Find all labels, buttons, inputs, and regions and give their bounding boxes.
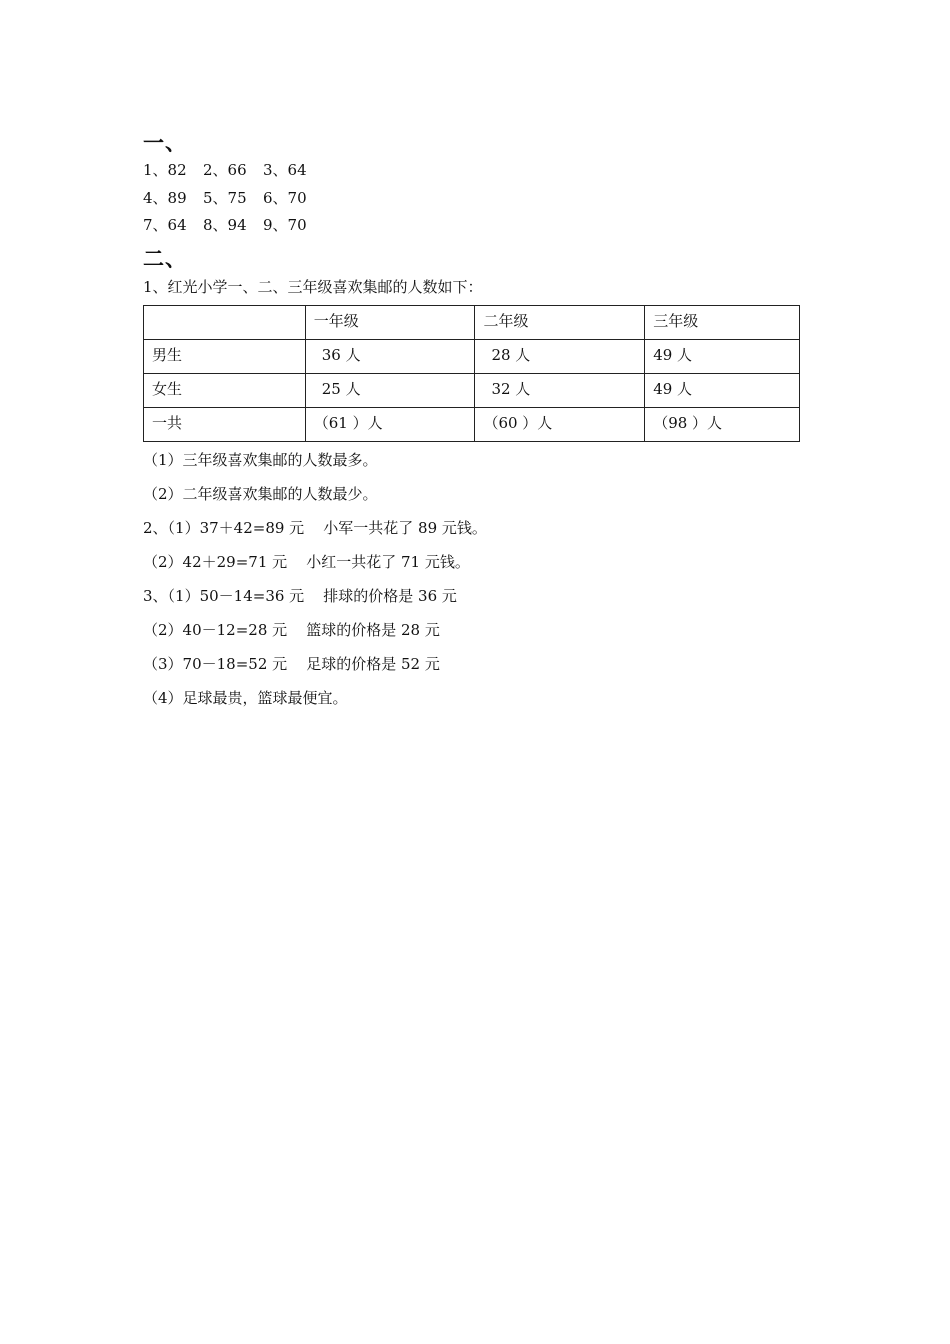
table-cell: 49 人 — [645, 340, 800, 374]
table-header-cell: 一年级 — [305, 306, 475, 340]
table-row — [144, 408, 800, 442]
table-cell: 49 人 — [645, 374, 800, 408]
question-1-intro: 1、红光小学一、二、三年级喜欢集邮的人数如下： — [143, 278, 483, 296]
answer-item: 7、64 — [143, 216, 187, 234]
answer-item: 8、94 — [203, 216, 247, 234]
question-3-answer: （4）足球最贵，篮球最便宜。 — [143, 689, 348, 707]
question-1-answer: （2）二年级喜欢集邮的人数最少。 — [143, 485, 378, 503]
table-header-cell: 三年级 — [645, 306, 800, 340]
table-cell: 28 人 — [475, 340, 645, 374]
answer-item: 4、89 — [143, 189, 187, 207]
table-cell: 32 人 — [475, 374, 645, 408]
answer-item: 3、64 — [263, 161, 307, 179]
answer-row — [143, 160, 307, 180]
answer-item: 2、66 — [203, 161, 247, 179]
question-3-answer: （2）40－12=28 元 篮球的价格是 28 元 — [143, 621, 440, 639]
table-row — [144, 374, 800, 408]
answer-row — [143, 215, 307, 235]
table-row — [144, 340, 800, 374]
question-1-answer: （1）三年级喜欢集邮的人数最多。 — [143, 451, 378, 469]
table-row-label: 一共 — [144, 408, 306, 442]
table-header-cell: 二年级 — [475, 306, 645, 340]
answer-row — [143, 188, 307, 208]
table-row-label: 男生 — [144, 340, 306, 374]
table-cell: （61 ）人 — [305, 408, 475, 442]
answer-item: 5、75 — [203, 189, 247, 207]
question-2-answer: （2）42＋29=71 元 小红一共花了 71 元钱。 — [143, 553, 470, 571]
table-cell: 36 人 — [305, 340, 475, 374]
stamp-collecting-table — [143, 305, 800, 442]
table-row-label: 女生 — [144, 374, 306, 408]
answer-item: 6、70 — [263, 189, 307, 207]
table-cell — [144, 306, 306, 340]
section-2-heading: 二、 — [143, 246, 187, 271]
answer-item: 9、70 — [263, 216, 307, 234]
table-cell: （98 ）人 — [645, 408, 800, 442]
table-header-row — [144, 306, 800, 340]
question-3-answer: 3、（1）50－14=36 元 排球的价格是 36 元 — [143, 587, 457, 605]
section-1-heading: 一、 — [143, 130, 187, 155]
table-cell: （60 ）人 — [475, 408, 645, 442]
answer-item: 1、82 — [143, 161, 187, 179]
question-2-answer: 2、（1）37＋42=89 元 小军一共花了 89 元钱。 — [143, 519, 487, 537]
table-cell: 25 人 — [305, 374, 475, 408]
question-3-answer: （3）70－18=52 元 足球的价格是 52 元 — [143, 655, 440, 673]
